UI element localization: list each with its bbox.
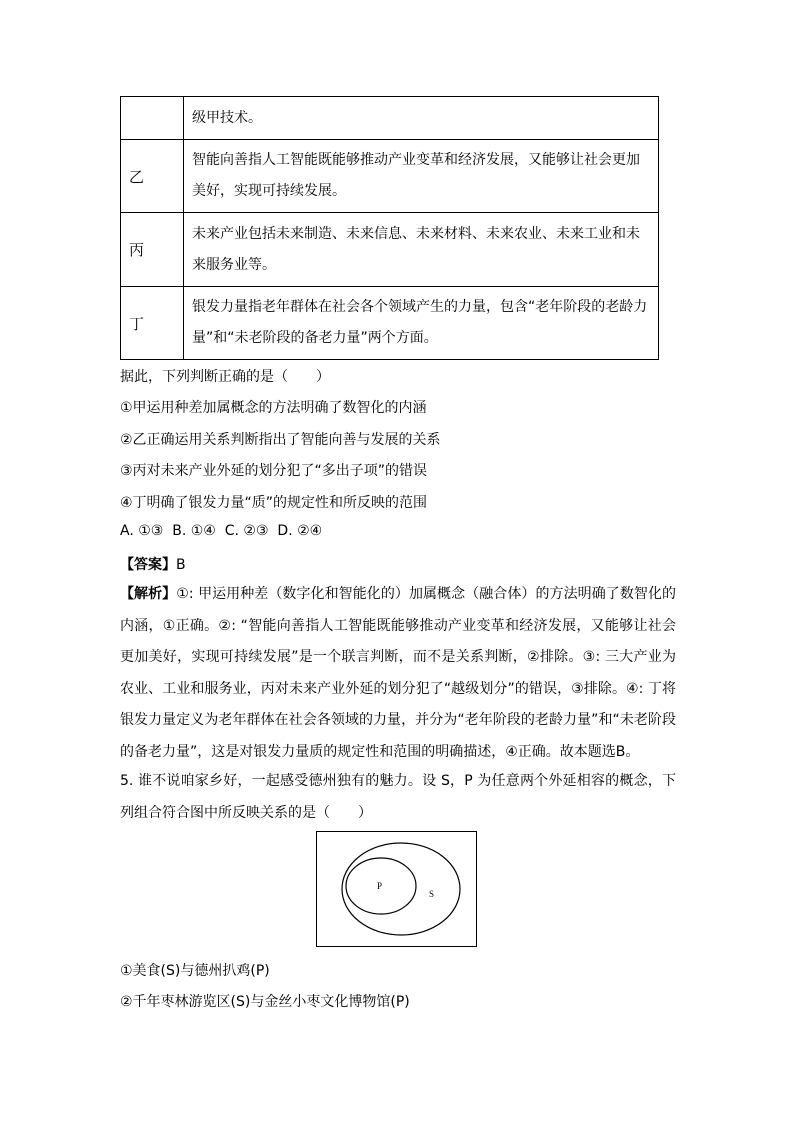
table-value-cell: 未来产业包括未来制造、未来信息、未来材料、未来农业、未来工业和未来服务业等。 xyxy=(184,213,659,287)
answer-label: 【答案】 xyxy=(120,557,176,573)
answer-options: A. ①③ B. ①④ C. ②③ D. ②④ xyxy=(120,523,323,539)
statement-2: ②乙正确运用关系判断指出了智能向善与发展的关系 xyxy=(120,432,441,448)
table-row xyxy=(121,97,659,140)
table-value-cell: 级甲技术。 xyxy=(184,97,659,140)
table-value-cell: 银发力量指老年群体在社会各个领域产生的力量，包含“老年阶段的老龄力量”和“未老阶段的备老力量”两个方面。 xyxy=(184,287,659,360)
diagram-frame xyxy=(317,832,477,947)
table-key-cell: 乙 xyxy=(121,140,184,213)
statement-1: ①甲运用种差加属概念的方法明确了数智化的内涵 xyxy=(120,400,427,416)
statement-3: ③丙对未来产业外延的划分犯了“多出子项”的错误 xyxy=(120,463,428,479)
answer-value: B xyxy=(176,557,186,573)
table-key-cell: 丙 xyxy=(121,213,184,287)
analysis-label: 【解析】 xyxy=(120,586,177,602)
analysis-text: ①: 甲运用种差（数字化和智能化的）加属概念（融合体）的方法明确了数智化的内涵，①正确。②: “智能向善指人工智能既能够推动产业变革和经济发展，又能够让社会更加美好，实现可持续发展”是一个联言判断，而不是关系判断，②排除。③: 三大产业为农业、工业和服务业，丙对未来产业外延的划分犯了“越级划分”的错误，③排除。④: 丁将银发力量定义为老年群体在社会各领域的力量，并分为“老年阶段的老龄力量”和“未老阶段的备老力量”，这是对银发力量质的规定性和范围的明确描述，④正确。故本题选B。 xyxy=(120,586,676,760)
table-key-cell xyxy=(121,97,184,140)
table-value-cell: 智能向善指人工智能既能够推动产业变革和经济发展，又能够让社会更加美好，实现可持续发展。 xyxy=(184,140,659,213)
set-s-label: S xyxy=(429,889,435,899)
q5-item-2: ②千年枣林游览区(S)与金丝小枣文化博物馆(P) xyxy=(120,994,410,1010)
table-row xyxy=(121,213,659,287)
analysis-paragraph xyxy=(120,579,676,768)
table-row xyxy=(121,140,659,213)
table-row xyxy=(121,287,659,360)
set-p-label: P xyxy=(377,881,383,891)
table-key-cell: 丁 xyxy=(121,287,184,360)
statement-4: ④丁明确了银发力量“质”的规定性和所反映的范围 xyxy=(120,495,428,511)
q5-item-1: ①美食(S)与德州扒鸡(P) xyxy=(120,963,270,979)
venn-diagram xyxy=(316,831,477,947)
question-stem: 据此，下列判断正确的是（ ） xyxy=(120,369,330,385)
question-5-stem: 5. 谁不说咱家乡好，一起感受德州独有的魅力。设 S，P 为任意两个外延相容的概念，下列组合符合图中所反映关系的是（ ） xyxy=(120,773,676,821)
answer-line xyxy=(120,554,186,574)
definition-table xyxy=(120,96,659,360)
